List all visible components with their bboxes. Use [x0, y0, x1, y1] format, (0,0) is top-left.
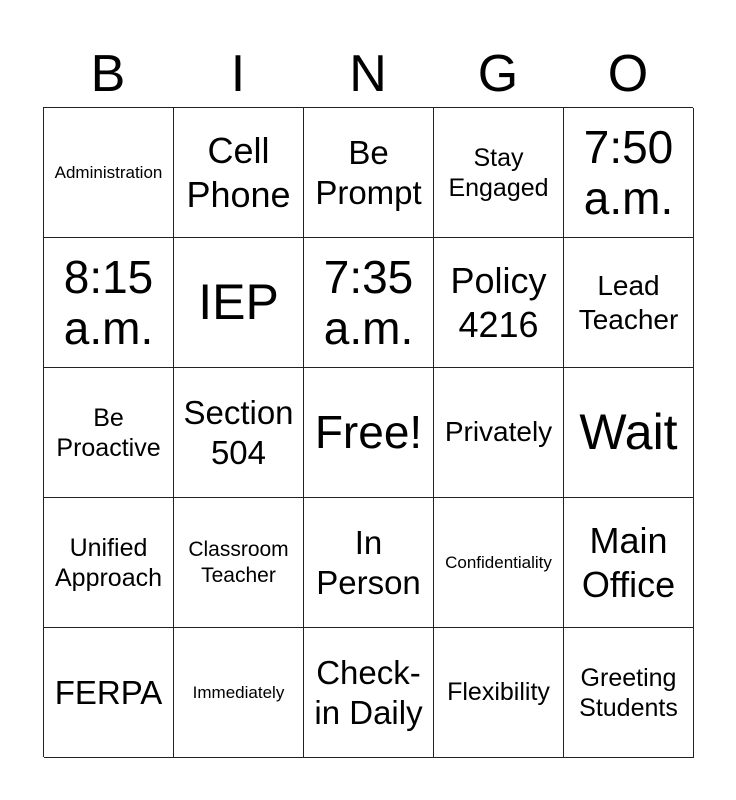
cell-label: 7:50 a.m. [583, 120, 674, 224]
bingo-cell[interactable] [564, 368, 694, 498]
bingo-header [43, 40, 693, 108]
bingo-cell[interactable] [434, 498, 564, 628]
bingo-cell[interactable] [44, 498, 174, 628]
free-space-label: Free! [314, 406, 423, 459]
bingo-cell[interactable] [44, 108, 174, 238]
bingo-cell[interactable] [434, 108, 564, 238]
bingo-cell[interactable] [434, 628, 564, 758]
bingo-cell[interactable] [174, 108, 304, 238]
header-letter-n: N [349, 45, 387, 103]
bingo-board [43, 107, 693, 757]
bingo-cell[interactable] [44, 238, 174, 368]
cell-label: Main Office [581, 520, 676, 605]
cell-label: Confidentiality [445, 552, 552, 572]
cell-label: Stay Engaged [448, 143, 549, 202]
cell-label: Check- in Daily [314, 653, 423, 731]
cell-label: Be Proactive [56, 403, 161, 462]
bingo-cell[interactable] [564, 628, 694, 758]
header-letter-i: I [230, 45, 246, 103]
cell-label: 7:35 a.m. [323, 250, 414, 354]
bingo-cell[interactable] [174, 238, 304, 368]
cell-label: In Person [316, 523, 421, 601]
bingo-cell[interactable] [304, 108, 434, 238]
header-letter-b: B [90, 45, 126, 103]
cell-label: Immediately [192, 682, 285, 702]
cell-label: Section 504 [183, 393, 294, 471]
bingo-cell[interactable] [434, 368, 564, 498]
bingo-cell[interactable] [174, 498, 304, 628]
cell-label: Wait [579, 403, 678, 460]
bingo-cell[interactable] [174, 368, 304, 498]
bingo-cell[interactable] [304, 628, 434, 758]
bingo-cell[interactable] [304, 498, 434, 628]
cell-label: Be Prompt [315, 133, 422, 211]
header-letter-g: G [477, 45, 519, 103]
cell-label: Classroom Teacher [188, 538, 289, 587]
cell-label: Unified Approach [54, 533, 163, 592]
bingo-cell[interactable] [564, 498, 694, 628]
cell-label: Flexibility [447, 678, 550, 707]
header-letter-o: O [607, 45, 649, 103]
cell-label: Cell Phone [186, 130, 291, 215]
bingo-cell[interactable] [44, 368, 174, 498]
bingo-cell[interactable] [564, 238, 694, 368]
bingo-cell[interactable] [44, 628, 174, 758]
cell-label: IEP [198, 273, 279, 330]
cell-label: 8:15 a.m. [63, 250, 154, 354]
cell-label: Policy 4216 [450, 260, 547, 345]
bingo-cell[interactable] [434, 238, 564, 368]
bingo-cell[interactable] [174, 628, 304, 758]
cell-label: Greeting Students [579, 663, 678, 722]
cell-label: FERPA [54, 673, 163, 711]
bingo-cell[interactable] [304, 238, 434, 368]
cell-label: Privately [444, 416, 553, 448]
cell-label: Administration [54, 162, 163, 182]
free-space-cell[interactable] [304, 368, 434, 498]
bingo-cell[interactable] [564, 108, 694, 238]
cell-label: Lead Teacher [578, 269, 679, 335]
